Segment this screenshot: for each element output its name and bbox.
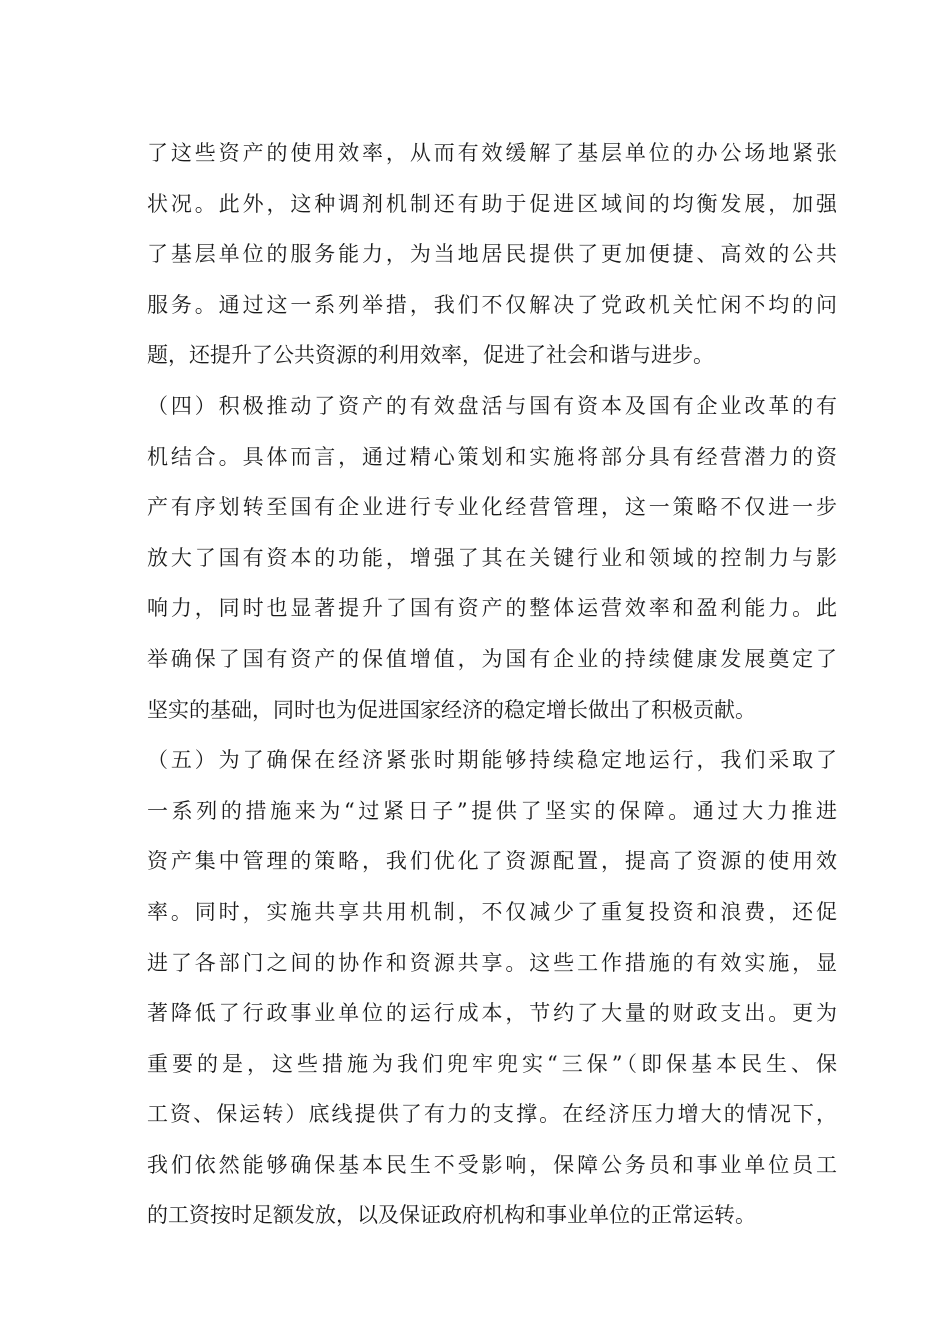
- text-line: 进了各部门之间的协作和资源共享。这些工作措施的有效实施，显: [147, 950, 837, 975]
- text-line: 一系列的措施来为“过紧日子”提供了坚实的保障。通过大力推进: [147, 798, 837, 823]
- text-line: 机结合。具体而言，通过精心策划和实施将部分具有经营潜力的资: [147, 444, 837, 469]
- text-line: 产有序划转至国有企业进行专业化经营管理，这一策略不仅进一步: [147, 495, 837, 520]
- text-line: 资产集中管理的策略，我们优化了资源配置，提高了资源的使用效: [147, 849, 837, 874]
- text-line: 响力，同时也显著提升了国有资产的整体运营效率和盈利能力。此: [147, 596, 837, 621]
- text-line: 重要的是，这些措施为我们兜牢兜实“三保”（即保基本民生、保: [147, 1051, 837, 1076]
- text-line: 率。同时，实施共享共用机制，不仅减少了重复投资和浪费，还促: [147, 899, 837, 924]
- text-line: 了基层单位的服务能力，为当地居民提供了更加便捷、高效的公共: [147, 242, 837, 267]
- text-line: 服务。通过这一系列举措，我们不仅解决了党政机关忙闲不均的问: [147, 292, 837, 317]
- text-line: 著降低了行政事业单位的运行成本，节约了大量的财政支出。更为: [147, 1001, 837, 1026]
- text-line: （四）积极推动了资产的有效盘活与国有资本及国有企业改革的有: [147, 393, 837, 418]
- text-line: 了这些资产的使用效率，从而有效缓解了基层单位的办公场地紧张: [147, 141, 837, 165]
- text-line: 我们依然能够确保基本民生不受影响，保障公务员和事业单位员工: [147, 1152, 837, 1177]
- text-line: 工资、保运转）底线提供了有力的支撑。在经济压力增大的情况下，: [147, 1102, 837, 1127]
- text-line: 放大了国有资本的功能，增强了其在关键行业和领域的控制力与影: [147, 545, 837, 570]
- text-line: （五）为了确保在经济紧张时期能够持续稳定地运行，我们采取了: [147, 748, 837, 773]
- text-line: 举确保了国有资产的保值增值，为国有企业的持续健康发展奠定了: [147, 646, 837, 671]
- text-line: 的工资按时足额发放，以及保证政府机构和事业单位的正常运转。: [147, 1203, 756, 1228]
- text-line: 题，还提升了公共资源的利用效率，促进了社会和谐与进步。: [147, 343, 714, 368]
- text-line: 状况。此外，这种调剂机制还有助于促进区域间的均衡发展，加强: [147, 191, 837, 216]
- text-line: 坚实的基础，同时也为促进国家经济的稳定增长做出了积极贡献。: [147, 697, 756, 722]
- body-text: [147, 128, 837, 1241]
